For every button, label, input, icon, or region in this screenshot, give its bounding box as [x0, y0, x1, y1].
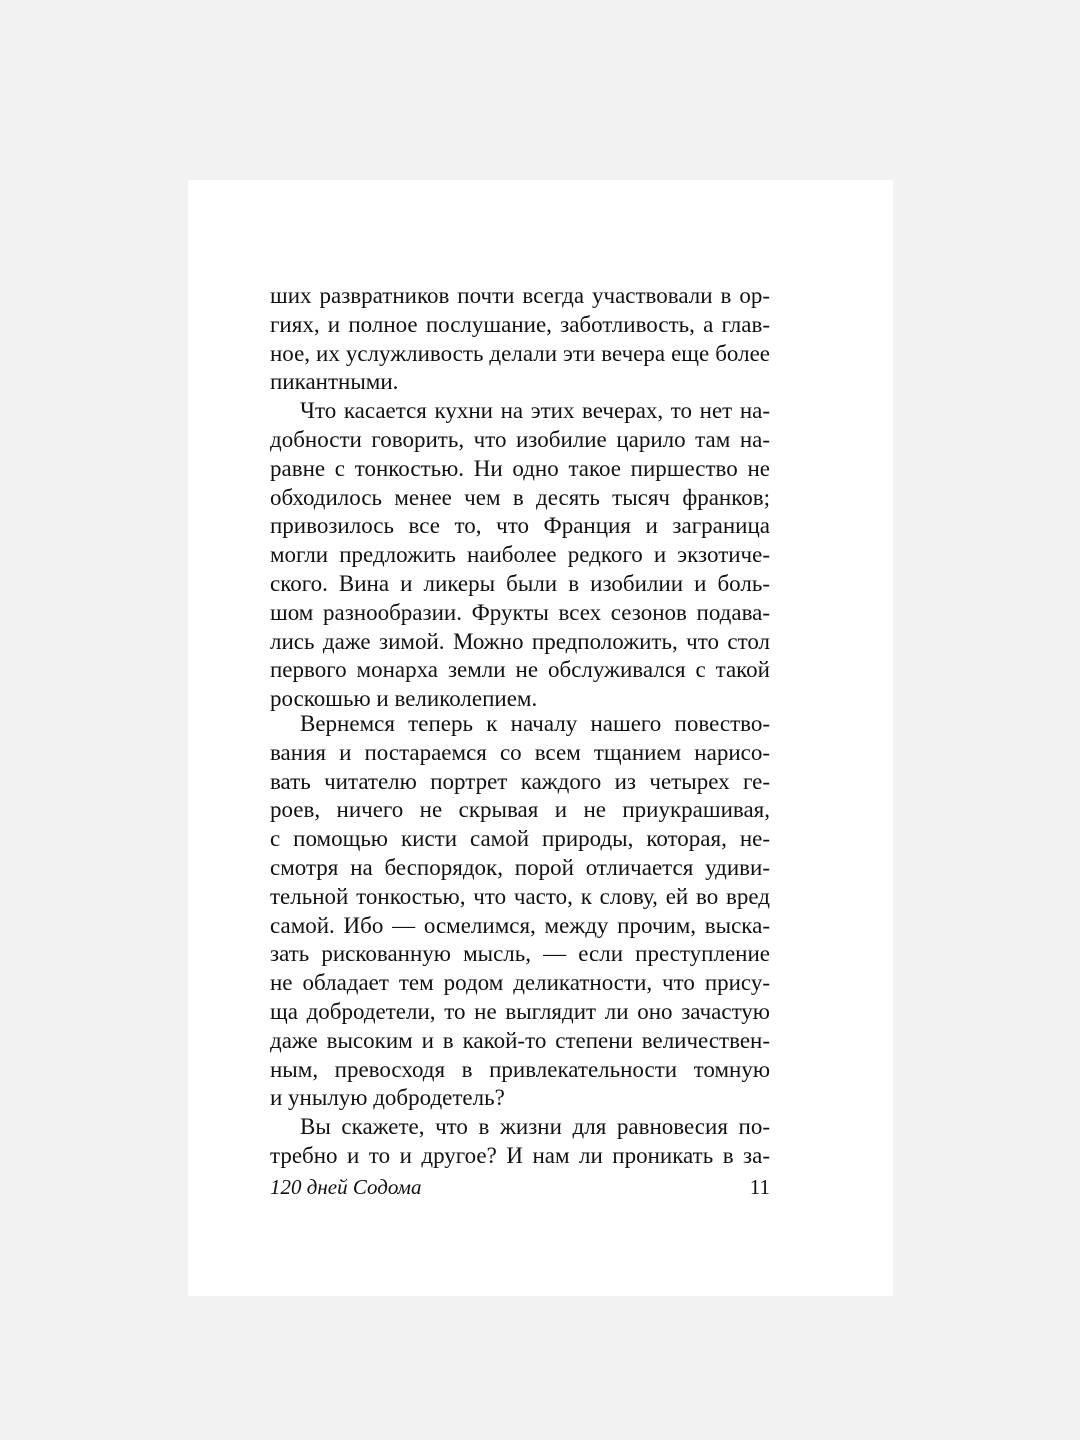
text-line: смотря на беспорядок, порой отличается удиви-: [270, 854, 770, 880]
text-line: равне с тонкостью. Ни одно такое пиршество не: [270, 455, 770, 481]
text-line: гиях, и полное послушание, заботливость, а глав-: [270, 311, 770, 337]
running-title: 120 дней Содома: [270, 1175, 422, 1199]
book-page: [188, 180, 893, 1296]
text-line: вания и постараемся со всем тщанием нарисо-: [270, 739, 770, 765]
text-line: с помощью кисти самой природы, которая, не-: [270, 826, 770, 852]
text-line: ского. Вина и ликеры были в изобилии и боль-: [270, 570, 770, 596]
text-line: не обладает тем родом деликатности, что прису-: [270, 970, 770, 996]
text-line: шом разнообразии. Фрукты всех сезонов подава-: [270, 599, 770, 625]
text-line: Вернемся теперь к началу нашего повество-: [300, 711, 770, 736]
text-line: даже высоким и в какой-то степени величествен-: [270, 1027, 770, 1053]
page-footer: [270, 1172, 770, 1202]
page-number: 11: [749, 1175, 770, 1199]
text-block-bottom: [270, 710, 770, 1171]
text-line: привозилось все то, что Франция и заграница: [270, 513, 770, 539]
text-line: самой. Ибо — осмелимся, между прочим, выска-: [270, 912, 770, 938]
text-line: вать читателю портрет каждого из четырех ге-: [270, 768, 770, 794]
text-line: ным, превосходя в привлекательности томную: [270, 1056, 770, 1082]
text-line: тельной тонкостью, что часто, к слову, ей во вред: [270, 883, 770, 909]
text-line: требно и то и другое? И нам ли проникать в за-: [270, 1142, 770, 1168]
text-line: ное, их услужливость делали эти вечера еще более: [270, 340, 770, 366]
text-line: ща добродетели, то не выглядит ли оно зачастую: [270, 998, 770, 1024]
text-line: Что касается кухни на этих вечерах, то нет на-: [300, 398, 770, 424]
text-line: первого монарха земли не обслуживался с такой: [270, 657, 770, 683]
text-line: добности говорить, что изобилие царило там на-: [270, 426, 770, 452]
text-line: могли предложить наиболее редкого и экзотиче-: [270, 542, 770, 568]
text-line: роев, ничего не скрывая и не приукрашивая,: [270, 797, 770, 823]
text-line: лись даже зимой. Можно предположить, что стол: [270, 628, 770, 654]
text-line: Вы скажете, что в жизни для равновесия по-: [300, 1114, 770, 1140]
text-line: роскошью и великолепием.: [270, 686, 538, 712]
text-line: пикантными.: [270, 369, 399, 395]
text-line: и унылую добродетель?: [270, 1085, 505, 1111]
text-block-top: [270, 282, 770, 714]
text-line: обходилось менее чем в десять тысяч франков;: [270, 484, 770, 510]
text-line: ших развратников почти всегда участвовали в ор-: [270, 283, 770, 308]
text-line: зать рискованную мысль, — если преступление: [270, 941, 770, 967]
